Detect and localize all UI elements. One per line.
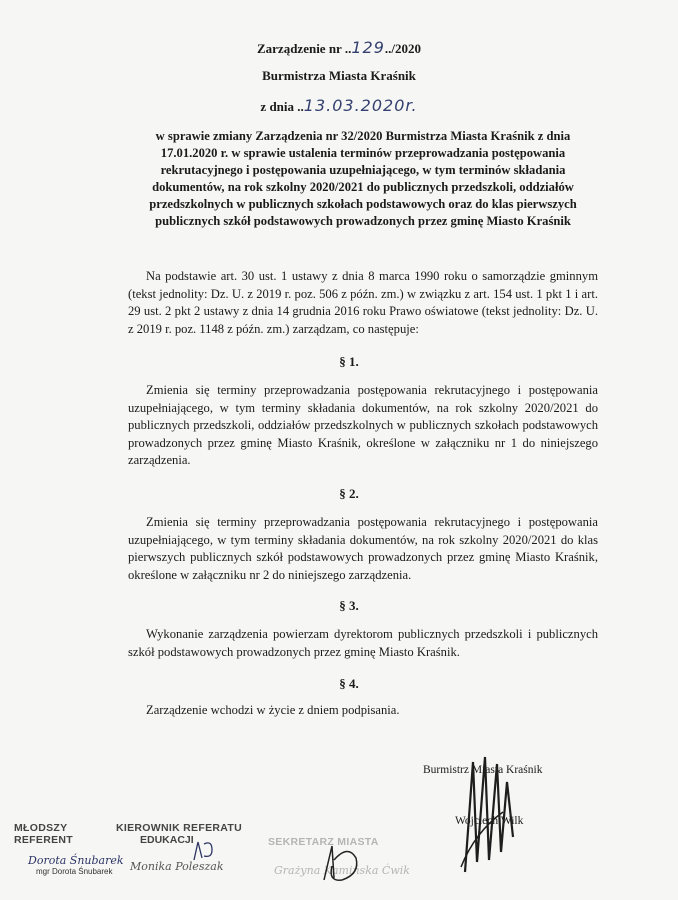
- mayor-name: Wojciech Wilk: [455, 815, 524, 827]
- section-2-paragraph: [128, 514, 598, 584]
- section-3-paragraph: [128, 626, 598, 661]
- date-line: [0, 96, 678, 115]
- section-1-paragraph: [128, 382, 598, 470]
- section-4-paragraph: [128, 702, 598, 720]
- referent-stamp-title: MŁODSZY REFERENT: [14, 822, 73, 846]
- preamble-text: Na podstawie art. 30 ust. 1 ustawy z dnia 8 marca 1990 roku o samorządzie gminnym (tekst jednolity: Dz. U. z 2019 r. poz. 506 z późn. zm.) w związku z art. 154 ust. 1 pkt 1 i art. 29 ust. 2 pkt 2 ustawy z dnia 14 grudnia 2016 roku Prawo oświatowe (tekst jednolity: Dz. U. z 2019 r. poz. 1148 z późn. zm.) zarządzam, co następuje:: [128, 269, 598, 336]
- section-2-text: Zmienia się terminy przeprowadzania postępowania rekrutacyjnego i postępowania uzupełniającego, w tym terminy składania dokumentów, na rok szkolny 2020/2021 do klas pierwszych publicznych szkół podstawowych prowadzonych przez gminę Miasto Kraśnik, określone w załączniku nr 2 do niniejszego zarządzenia.: [128, 515, 598, 582]
- preamble-paragraph: [128, 268, 598, 338]
- handwritten-date: 13.03.2020r.: [303, 96, 418, 115]
- department-name: EDUKACJI: [140, 834, 194, 846]
- mayor-signature-icon: [455, 742, 525, 882]
- referent-signature: Dorota Śnubarek: [28, 854, 124, 867]
- date-prefix: z dnia ..: [260, 99, 304, 114]
- section-4-heading: § 4.: [339, 676, 359, 691]
- handwritten-number: 129: [351, 38, 385, 57]
- department-head-signature-icon: [190, 838, 220, 864]
- department-head-name: Monika Poleszak: [130, 860, 224, 873]
- mayor-title: Burmistrz Miasta Kraśnik: [423, 764, 543, 776]
- secretary-name: Grażyna Kamińska Ćwik: [274, 864, 410, 877]
- section-1-text: Zmienia się terminy przeprowadzania postępowania rekrutacyjnego i postępowania uzupełniającego, w tym terminy składania dokumentów, na rok szkolny 2020/2021 do publicznych przedszkoli, oddziałów przedszkolnych w publicznych szkołach podstawowych prowadzonych przez gminę Miasto Kraśnik, określone w załączniku nr 1 do niniejszego zarządzenia.: [128, 383, 598, 467]
- section-3-heading: § 3.: [339, 598, 359, 613]
- title-prefix: Zarządzenie nr ..: [256, 41, 352, 56]
- subject-paragraph: w sprawie zmiany Zarządzenia nr 32/2020 Burmistrza Miasta Kraśnik z dnia 17.01.2020 r. w sprawie ustalenia terminów przeprowadzania postępowania rekrutacyjnego i postępowania uzupełniającego, w tym terminów składania dokumentów, na rok szkolny 2020/2021 do publicznych przedszkoli, oddziałów przedszkolnych w publicznych szkołach podstawowych oraz do klas pierwszych publicznych szkół podstawowych prowadzonych przez gminę Miasto Kraśnik: [149, 129, 577, 228]
- department-head-stamp-title: KIEROWNIK REFERATU: [116, 822, 242, 834]
- secretary-stamp-title: SEKRETARZ MIASTA: [268, 836, 379, 848]
- section-1-heading: § 1.: [339, 354, 359, 369]
- title-suffix: ../2020: [384, 41, 422, 56]
- section-2-heading: § 2.: [339, 486, 359, 501]
- referent-name: mgr Dorota Śnubarek: [36, 867, 113, 876]
- referent-stamp: [14, 822, 124, 876]
- ordinance-title: [0, 38, 678, 57]
- secretary-signature-icon: [318, 840, 364, 886]
- section-3-text: Wykonanie zarządzenia powierzam dyrektorom publicznych przedszkoli i publicznych szkół podstawowych prowadzonych przez gminę Miasto Kraśnik.: [128, 627, 598, 659]
- authority-line: Burmistrza Miasta Kraśnik: [262, 68, 416, 83]
- department-head-stamp: [116, 822, 256, 873]
- section-4-text: Zarządzenie wchodzi w życie z dniem podpisania.: [146, 703, 400, 717]
